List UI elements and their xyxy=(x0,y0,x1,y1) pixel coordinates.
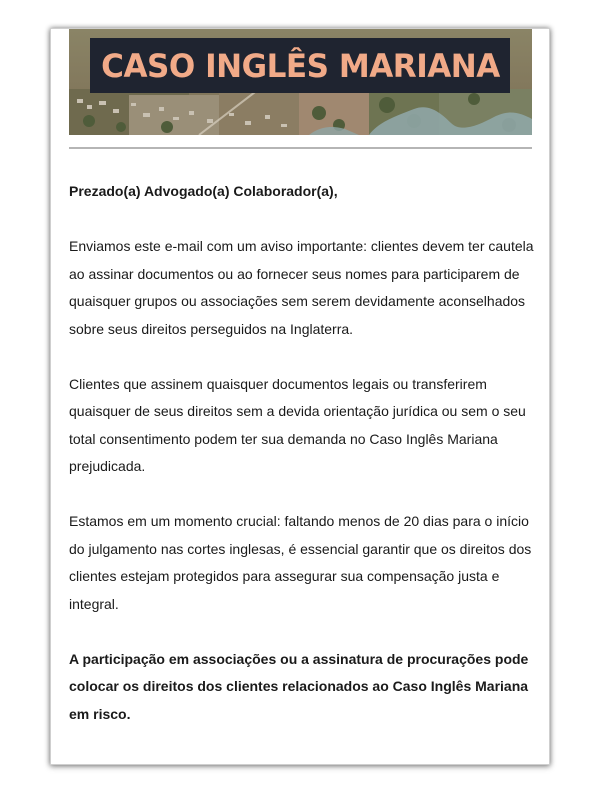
divider xyxy=(69,147,532,149)
header-banner xyxy=(69,29,532,135)
email-page xyxy=(50,28,550,765)
paragraph-warning: Enviamos este e-mail com um aviso importante: clientes devem ter cautela ao assinar documentos ou ao fornecer seus nomes para participarem de quaisquer grupos ou associações sem serem devidamente aconselhados sobre seus direitos perseguidos na Inglaterra. xyxy=(69,238,534,337)
greeting: Prezado(a) Advogado(a) Colaborador(a), xyxy=(69,183,338,199)
banner-title: CASO INGLÊS MARIANA xyxy=(100,46,500,85)
banner-title-box xyxy=(90,38,510,93)
paragraph-consequences: Clientes que assinem quaisquer documentos legais ou transferirem quaisquer de seus direitos sem a devida orientação jurídica ou sem o seu total consentimento podem ter sua demanda no Caso Inglês Mariana prejudicada. xyxy=(69,375,526,474)
closing-statement: A participação em associações ou a assinatura de procurações pode colocar os direitos dos clientes relacionados ao Caso Inglês Mariana em risco. xyxy=(69,650,529,722)
email-body xyxy=(69,178,539,756)
paragraph-urgency: Estamos em um momento crucial: faltando menos de 20 dias para o início do julgamento nas cortes inglesas, é essencial garantir que os direitos dos clientes estejam protegidos para assegurar sua compensação justa e integral. xyxy=(69,513,532,612)
